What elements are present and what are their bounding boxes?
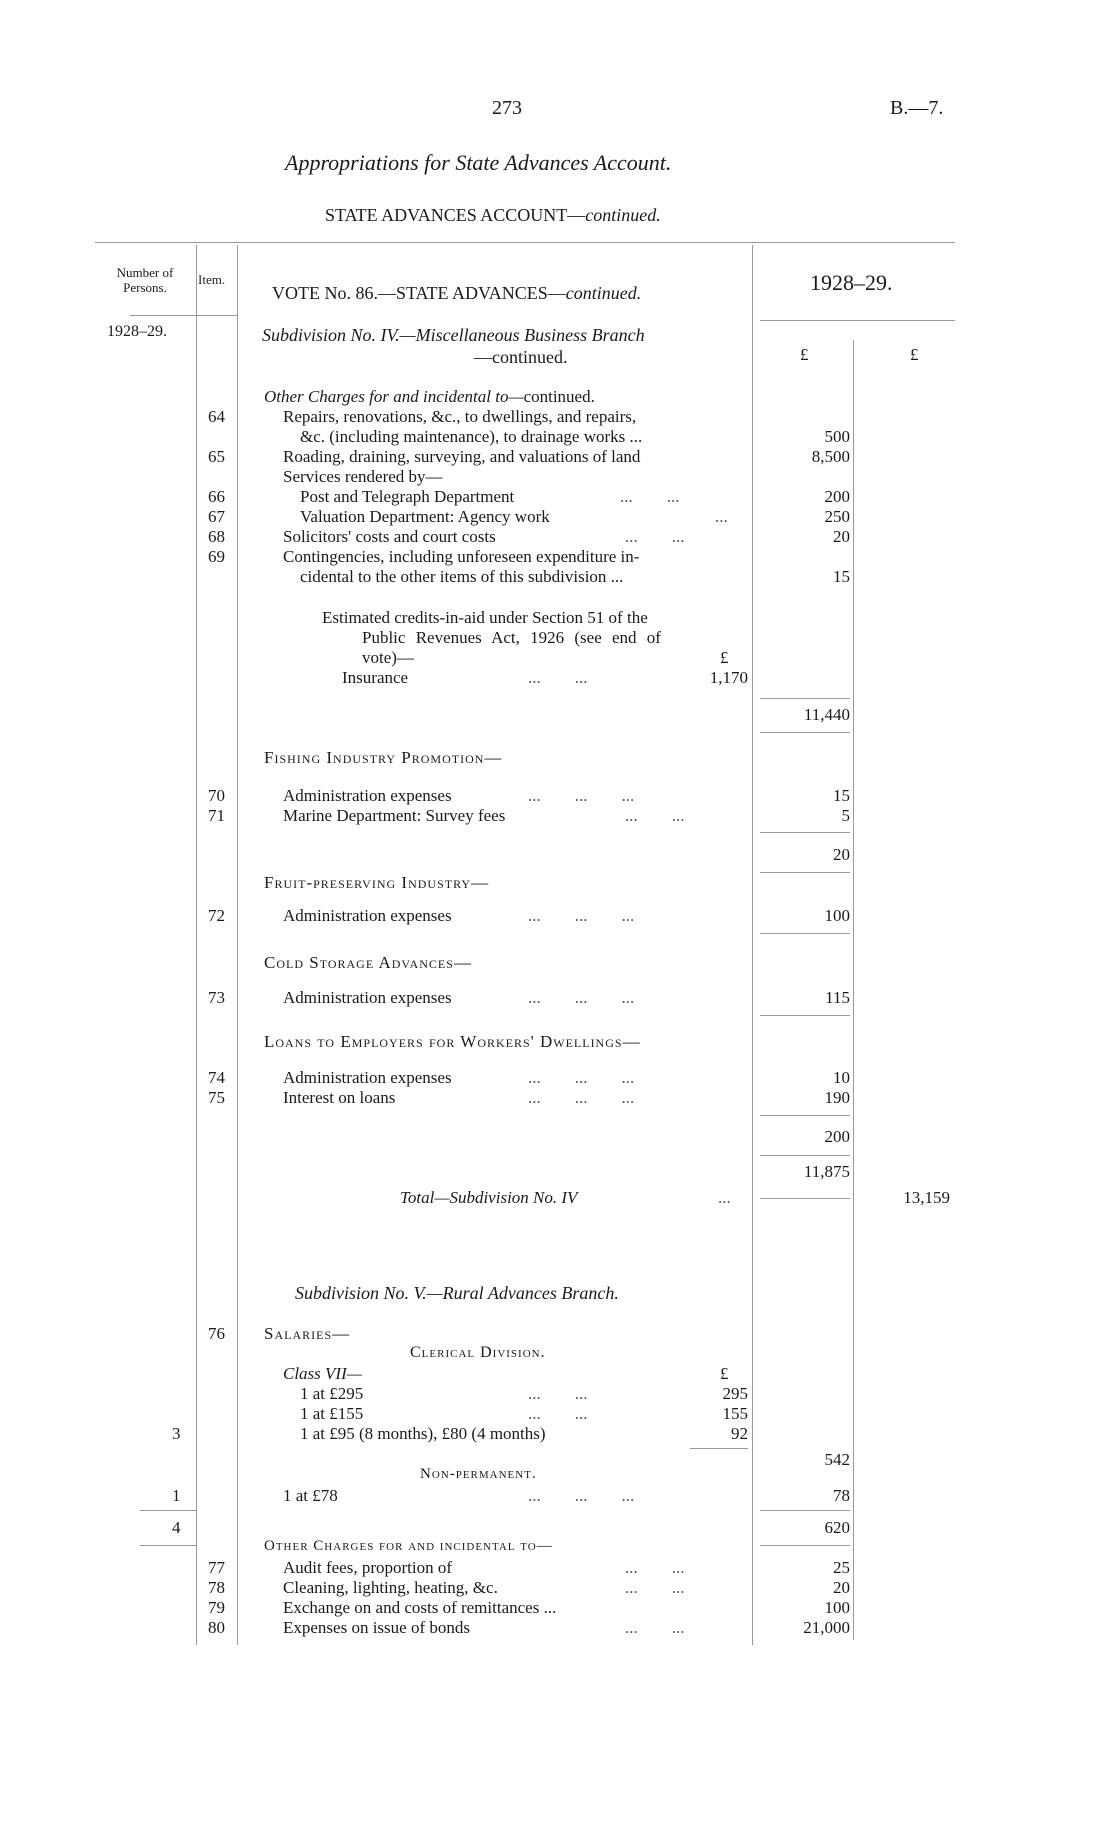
item-no: 73	[208, 988, 225, 1007]
item-label: Contingencies, including unforeseen expenditure in-	[283, 547, 640, 566]
salary-line: 1 at £155	[300, 1404, 364, 1423]
item-no: 71	[208, 806, 225, 825]
item-no: 68	[208, 527, 225, 546]
item-label: Valuation Department: Agency work	[300, 507, 550, 526]
item-no: 65	[208, 447, 225, 466]
leader-dots: ... ...	[620, 487, 680, 506]
nonperm-amount: 78	[833, 1486, 850, 1505]
salary-amount: 295	[722, 1384, 748, 1403]
item-no: 72	[208, 906, 225, 925]
page-number: 273	[492, 97, 522, 119]
sub4-heading: Subdivision No. IV.—Miscellaneous Business Branch	[262, 325, 645, 345]
item-label: &c. (including maintenance), to drainage works ...	[300, 427, 643, 446]
item-amount: 100	[824, 906, 850, 925]
item-amount: 20	[833, 527, 850, 546]
item-label: Roading, draining, surveying, and valuations of land	[283, 447, 641, 466]
subtotal-rule	[760, 1015, 850, 1016]
year-header-rule	[760, 320, 955, 321]
subtitle-main: STATE ADVANCES ACCOUNT—	[325, 205, 586, 225]
nonperm-heading: Non-permanent.	[420, 1466, 537, 1482]
fishing-total: 20	[833, 845, 850, 864]
pound-sign-1: £	[800, 345, 809, 364]
persons-count: 3	[172, 1424, 181, 1443]
class-label: Class VII—	[283, 1364, 362, 1383]
salary-line: 1 at £295	[300, 1384, 364, 1403]
subtotal-rule	[760, 1510, 850, 1511]
insurance-amount: 1,170	[709, 668, 748, 687]
persons-header-rule	[130, 315, 237, 316]
services-heading: Services rendered by—	[283, 467, 443, 486]
subtotal-rule	[760, 933, 850, 934]
item-amount: 8,500	[811, 447, 850, 466]
leader-dots: ... ... ...	[528, 1088, 635, 1107]
leader-dots: ... ...	[625, 806, 685, 825]
top-rule	[95, 242, 955, 243]
subtotal-rule	[760, 732, 850, 733]
item-label: Cleaning, lighting, heating, &c.	[283, 1578, 498, 1597]
credits-text: Estimated credits-in-aid under Section 51 of the	[322, 608, 648, 627]
item-label: Repairs, renovations, &c., to dwellings, and repairs,	[283, 407, 637, 426]
vote-title: VOTE No. 86.—STATE ADVANCES—	[272, 283, 566, 303]
item-label: cidental to the other items of this subdivision ...	[300, 567, 624, 586]
other-charges-cont: continued.	[523, 387, 595, 406]
item-amount: 115	[825, 988, 850, 1007]
subtotal-rule	[760, 1155, 850, 1156]
fruit-heading: Fruit-preserving Industry—	[264, 873, 490, 892]
other-charges-label: Other Charges for and incidental to—	[264, 387, 524, 406]
item-amount: 15	[833, 786, 850, 805]
fishing-heading: Fishing Industry Promotion—	[264, 748, 503, 767]
item-no: 74	[208, 1068, 225, 1087]
subtotal-rule	[760, 698, 850, 699]
item-amount: 500	[824, 427, 850, 446]
subtotal-rule	[760, 1545, 850, 1546]
leader-dots: ... ...	[625, 1618, 685, 1637]
credits-text: Public Revenues Act, 1926 (see end of	[362, 628, 661, 647]
leader-dots: ... ... ...	[528, 1486, 635, 1505]
year-header: 1928–29.	[810, 270, 893, 295]
salary-subtotal: 542	[824, 1450, 850, 1469]
nonperm-label: 1 at £78	[283, 1486, 338, 1505]
insurance-label: Insurance	[342, 668, 409, 687]
subtotal-rule	[760, 872, 850, 873]
item-no: 76	[208, 1324, 225, 1343]
loans-heading: Loans to Employers for Workers' Dwellings—	[264, 1032, 641, 1051]
item-label: Solicitors' costs and court costs	[283, 527, 496, 546]
leader-dots: ... ... ...	[528, 988, 635, 1007]
item-amount: 25	[833, 1558, 850, 1577]
salary-pound: £	[720, 1364, 729, 1383]
vote-header	[272, 283, 641, 304]
item-label: Expenses on issue of bonds	[283, 1618, 470, 1637]
subtotal-rule	[760, 832, 850, 833]
item-no: 80	[208, 1618, 225, 1637]
item-header: Item.	[198, 272, 226, 287]
leader-dots: ...	[715, 507, 728, 526]
item-no: 64	[208, 407, 225, 426]
item-no: 79	[208, 1598, 225, 1617]
divider-persons	[196, 245, 197, 1645]
item-label: Marine Department: Survey fees	[283, 806, 506, 825]
sub4-heading-cont: —continued.	[474, 347, 568, 367]
item-no: 77	[208, 1558, 225, 1577]
item-no: 66	[208, 487, 225, 506]
salary-amount: 155	[722, 1404, 748, 1423]
persons-year: 1928–29.	[107, 323, 167, 340]
page-ref: B.—7.	[890, 97, 944, 119]
leader-dots: ... ... ...	[528, 786, 635, 805]
divider-item	[237, 245, 238, 1645]
persons-header: Number of Persons.	[116, 265, 174, 295]
leader-dots: ... ...	[625, 1578, 685, 1597]
total-sub4-label: Total—Subdivision No. IV	[400, 1188, 578, 1207]
salaries-heading: Salaries—	[264, 1324, 351, 1343]
salaries-total: 620	[824, 1518, 850, 1537]
loans-total: 200	[824, 1127, 850, 1146]
leader-dots: ... ... ...	[528, 906, 635, 925]
leader-dots: ... ...	[625, 527, 685, 546]
item-amount: 5	[841, 806, 850, 825]
leader-dots: ... ...	[625, 1558, 685, 1577]
item-label: Audit fees, proportion of	[283, 1558, 453, 1577]
clerical-heading: Clerical Division.	[410, 1344, 546, 1361]
persons-rule	[140, 1510, 196, 1511]
leader-dots: ... ...	[528, 1384, 588, 1403]
leader-dots: ... ... ...	[528, 1068, 635, 1087]
pound-sign-2: £	[910, 345, 919, 364]
item-no: 75	[208, 1088, 225, 1107]
item-label: Post and Telegraph Department	[300, 487, 515, 506]
divider-amount1	[752, 245, 753, 1645]
item-amount: 190	[824, 1088, 850, 1107]
subtotal-rule	[760, 1115, 850, 1116]
persons-total: 4	[172, 1518, 181, 1537]
item-label: Exchange on and costs of remittances ...	[283, 1598, 557, 1617]
leader-dots: ... ...	[528, 1404, 588, 1423]
persons-count: 1	[172, 1486, 181, 1505]
persons-rule	[140, 1545, 196, 1546]
leader-dots: ... ...	[528, 668, 588, 687]
item-amount: 250	[824, 507, 850, 526]
item-amount: 20	[833, 1578, 850, 1597]
page-title: Appropriations for State Advances Account.	[285, 150, 672, 175]
item-no: 78	[208, 1578, 225, 1597]
item-label: Administration expenses	[283, 988, 452, 1007]
leader-dots: ...	[718, 1188, 731, 1207]
subtotal-rule	[760, 1198, 850, 1199]
total-sub4-grand: 13,159	[903, 1188, 950, 1207]
vote-cont: continued.	[565, 283, 642, 303]
item-label: Administration expenses	[283, 786, 452, 805]
sub5-heading: Subdivision No. V.—Rural Advances Branch.	[295, 1283, 619, 1303]
other-charges-v-heading: Other Charges for and incidental to—	[264, 1538, 553, 1554]
credits-text: vote)—	[362, 648, 414, 667]
item-label: Administration expenses	[283, 1068, 452, 1087]
item-label: Interest on loans	[283, 1088, 396, 1107]
item-no: 69	[208, 547, 225, 566]
salary-line: 1 at £95 (8 months), £80 (4 months)	[300, 1424, 546, 1443]
item-amount: 15	[833, 567, 850, 586]
divider-amount2	[853, 340, 854, 1640]
item-amount: 21,000	[803, 1618, 850, 1637]
item-no: 70	[208, 786, 225, 805]
other-charges-heading	[264, 387, 595, 407]
subtotal-other: 11,440	[803, 705, 850, 724]
section-subtitle	[325, 205, 661, 226]
item-amount: 10	[833, 1068, 850, 1087]
subtotal-rule	[690, 1448, 748, 1449]
item-amount: 200	[824, 487, 850, 506]
total-sub4-amount: 11,875	[803, 1162, 850, 1181]
item-label: Administration expenses	[283, 906, 452, 925]
item-no: 67	[208, 507, 225, 526]
credits-pound: £	[720, 648, 729, 667]
salary-amount: 92	[731, 1424, 748, 1443]
cold-heading: Cold Storage Advances—	[264, 953, 472, 972]
item-amount: 100	[824, 1598, 850, 1617]
subtitle-cont: continued.	[585, 205, 661, 225]
